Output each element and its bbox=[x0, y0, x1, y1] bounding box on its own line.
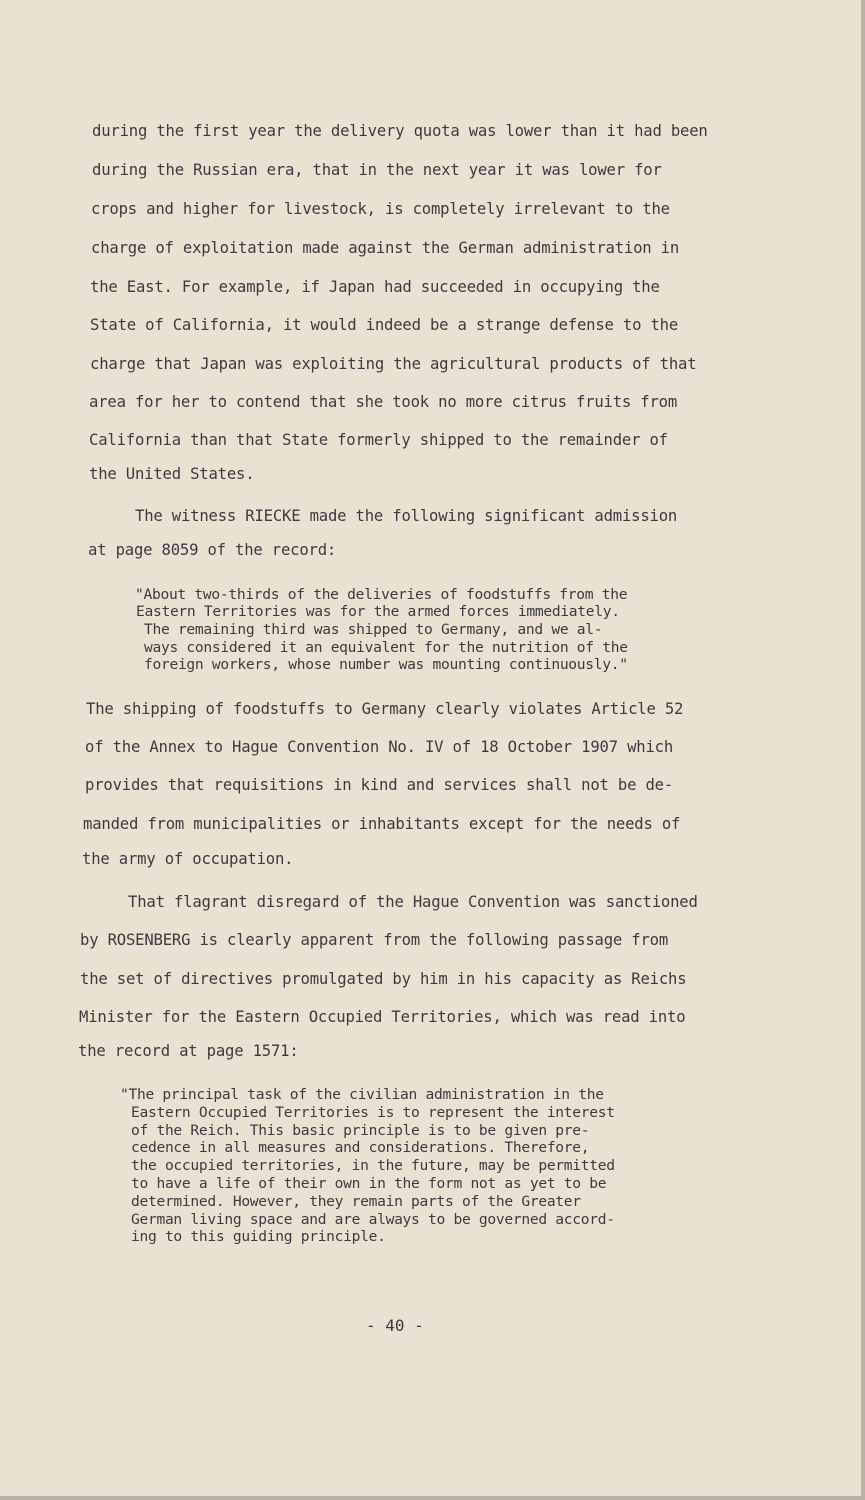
paragraph-3-line: provides that requisitions in kind and services shall not be de- bbox=[85, 776, 674, 794]
paragraph-4-line: the set of directives promulgated by him in his capacity as Reichs bbox=[80, 970, 687, 988]
paragraph-1-line: charge that Japan was exploiting the agricultural products of that bbox=[90, 355, 697, 373]
quote-1-line: Eastern Territories was for the armed forces immediately. bbox=[136, 603, 620, 620]
paragraph-3-line: the army of occupation. bbox=[82, 850, 294, 868]
paragraph-1-line: the United States. bbox=[89, 465, 255, 483]
quote-2-line: cedence in all measures and considerations. Therefore, bbox=[131, 1139, 590, 1156]
paragraph-1-line: State of California, it would indeed be a strange defense to the bbox=[90, 316, 679, 334]
paragraph-2-line: The witness RIECKE made the following significant admission bbox=[135, 507, 678, 525]
paragraph-4-line: Minister for the Eastern Occupied Territories, which was read into bbox=[79, 1008, 686, 1026]
paragraph-1-line: area for her to contend that she took no more citrus fruits from bbox=[89, 393, 678, 411]
quote-2-line: Eastern Occupied Territories is to represent the interest bbox=[131, 1104, 615, 1121]
quote-2-line: German living space and are always to be governed accord- bbox=[131, 1211, 615, 1228]
paragraph-1-line: during the Russian era, that in the next year it was lower for bbox=[92, 161, 662, 179]
paragraph-3-line: of the Annex to Hague Convention No. IV of 18 October 1907 which bbox=[85, 738, 674, 756]
paragraph-1-line: during the first year the delivery quota was lower than it had been bbox=[92, 122, 708, 140]
paragraph-4-line: by ROSENBERG is clearly apparent from the following passage from bbox=[80, 931, 669, 949]
quote-2-line: ing to this guiding principle. bbox=[131, 1228, 386, 1245]
quote-2-line: to have a life of their own in the form not as yet to be bbox=[131, 1175, 607, 1192]
paragraph-1-line: charge of exploitation made against the German administration in bbox=[91, 239, 680, 257]
quote-1-line: ways considered it an equivalent for the nutrition of the bbox=[144, 639, 628, 656]
quote-2-line: of the Reich. This basic principle is to be given pre- bbox=[131, 1122, 590, 1139]
paragraph-1-line: the East. For example, if Japan had succeeded in occupying the bbox=[90, 278, 660, 296]
paragraph-1-line: crops and higher for livestock, is completely irrelevant to the bbox=[91, 200, 670, 218]
quote-2-line: the occupied territories, in the future, may be permitted bbox=[131, 1157, 615, 1174]
quote-2-line: "The principal task of the civilian administration in the bbox=[120, 1086, 604, 1103]
paragraph-3-line: manded from municipalities or inhabitants except for the needs of bbox=[83, 815, 681, 833]
paragraph-4-line: the record at page 1571: bbox=[78, 1042, 299, 1060]
paragraph-1-line: California than that State formerly shipped to the remainder of bbox=[89, 431, 668, 449]
paragraph-4-line: That flagrant disregard of the Hague Convention was sanctioned bbox=[128, 893, 698, 911]
quote-2-line: determined. However, they remain parts of the Greater bbox=[131, 1193, 581, 1210]
page-number: - 40 - bbox=[366, 1316, 424, 1335]
paragraph-3-line: The shipping of foodstuffs to Germany clearly violates Article 52 bbox=[86, 700, 684, 718]
quote-1-line: "About two-thirds of the deliveries of foodstuffs from the bbox=[135, 586, 628, 603]
paragraph-2-line: at page 8059 of the record: bbox=[88, 541, 337, 559]
quote-1-line: The remaining third was shipped to Germany, and we al- bbox=[144, 621, 603, 638]
quote-1-line: foreign workers, whose number was mounting continuously." bbox=[144, 656, 628, 673]
